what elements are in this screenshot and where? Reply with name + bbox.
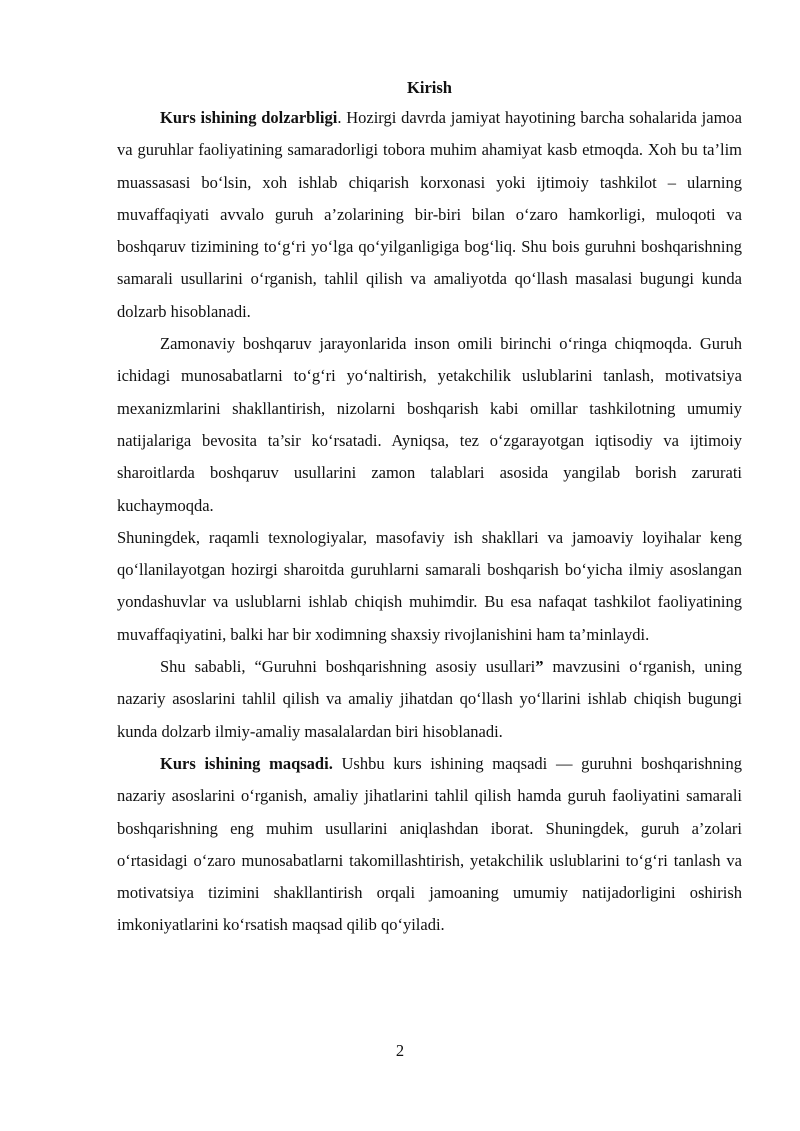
page-number: 2 (395, 1041, 405, 1060)
goal-heading: Kurs ishining maqsadi. (160, 753, 333, 773)
relevance-text: . Hozirgi davrda jamiyat hayotining barcha sohalarida jamoa va guruhlar faoliyatining samaradorligi tobora muhim ahamiyat kasb etmoqda. Xoh bu ta’lim muassasasi bo‘lsin, xoh ishlab chiqarish korxonasi yoki ijtimoiy tashkilot – ularning muvaffaqiyati avvalo guruh a’zolarining bir-biri bilan o‘zaro hamkorligi, muloqoti va boshqaruv tizimining to‘g‘ri yo‘lga qo‘yilganligiga bog‘liq. Shu bois guruhni boshqarishning samarali usullarini o‘rganish, tahlil qilish va amaliyotda qo‘llash masalasi bugungi kunda dolzarb hisoblanadi. (117, 108, 742, 321)
topic-text-end: mavzusini o‘rganish, uning nazariy asoslarini tahlil qilish va amaliy jihatdan qo‘llash yo‘llarini ishlab chiqish bugungi kunda dolzarb ilmiy-amaliy masalalardan biri hisoblanadi. (117, 657, 742, 741)
topic-text-start: Shu sababli, “Guruhni boshqarishning asosiy usullari (160, 657, 536, 677)
document-page (117, 74, 742, 942)
paragraph-digital-technologies: Shuningdek, raqamli texnologiyalar, masofaviy ish shakllari va jamoaviy loyihalar keng qo‘llanilayotgan hozirgi sharoitda guruhlarni samarali boshqarish bo‘yicha ilmiy asoslangan yondashuvlar va uslublarni ishlab chiqish muhimdir. Bu esa nafaqat tashkilot faoliyatining muvaffaqiyatini, balki har bir xodimning shaxsiy rivojlanishini ham ta’minlaydi. (117, 527, 742, 644)
relevance-heading: Kurs ishining dolzarbligi (160, 108, 338, 127)
topic-quote-close: ” (535, 657, 544, 677)
section-title: Kirish (407, 78, 452, 97)
paragraph-goal (117, 748, 742, 942)
paragraph-modern-management: Zamonaviy boshqaruv jarayonlarida inson omili birinchi o‘ringa chiqmoqda. Guruh ichidagi munosabatlarni to‘g‘ri yo‘naltirish, yetakchilik uslublarini tanlash, motivatsiya mexanizmlarini shakllantirish, nizolarni boshqarish kabi omillar tashkilotning umumiy natijalariga bevosita ta’sir ko‘rsatadi. Ayniqsa, tez o‘zgarayotgan iqtisodiy va ijtimoiy sharoitlarda boshqaruv usullarini zamon talablari asosida yangilab borish zarurati kuchaymoqda. (117, 334, 742, 515)
paragraph-topic (117, 651, 742, 748)
paragraph-relevance (117, 102, 742, 328)
goal-text: Ushbu kurs ishining maqsadi — guruhni boshqarishning nazariy asoslarini o‘rganish, amaliy jihatlarini tahlil qilish hamda guruh faoliyatini samarali boshqarishning eng muhim usullarini aniqlashdan iborat. Shuningdek, guruh a’zolari o‘rtasidagi o‘zaro munosabatlarni takomillashtirish, yetakchilik uslublarini to‘g‘ri tanlash va motivatsiya tizimini shakllantirish orqali jamoaning umumiy natijadorligini oshirish imkoniyatlarini ko‘rsatish maqsad qilib qo‘yiladi. (117, 753, 742, 935)
